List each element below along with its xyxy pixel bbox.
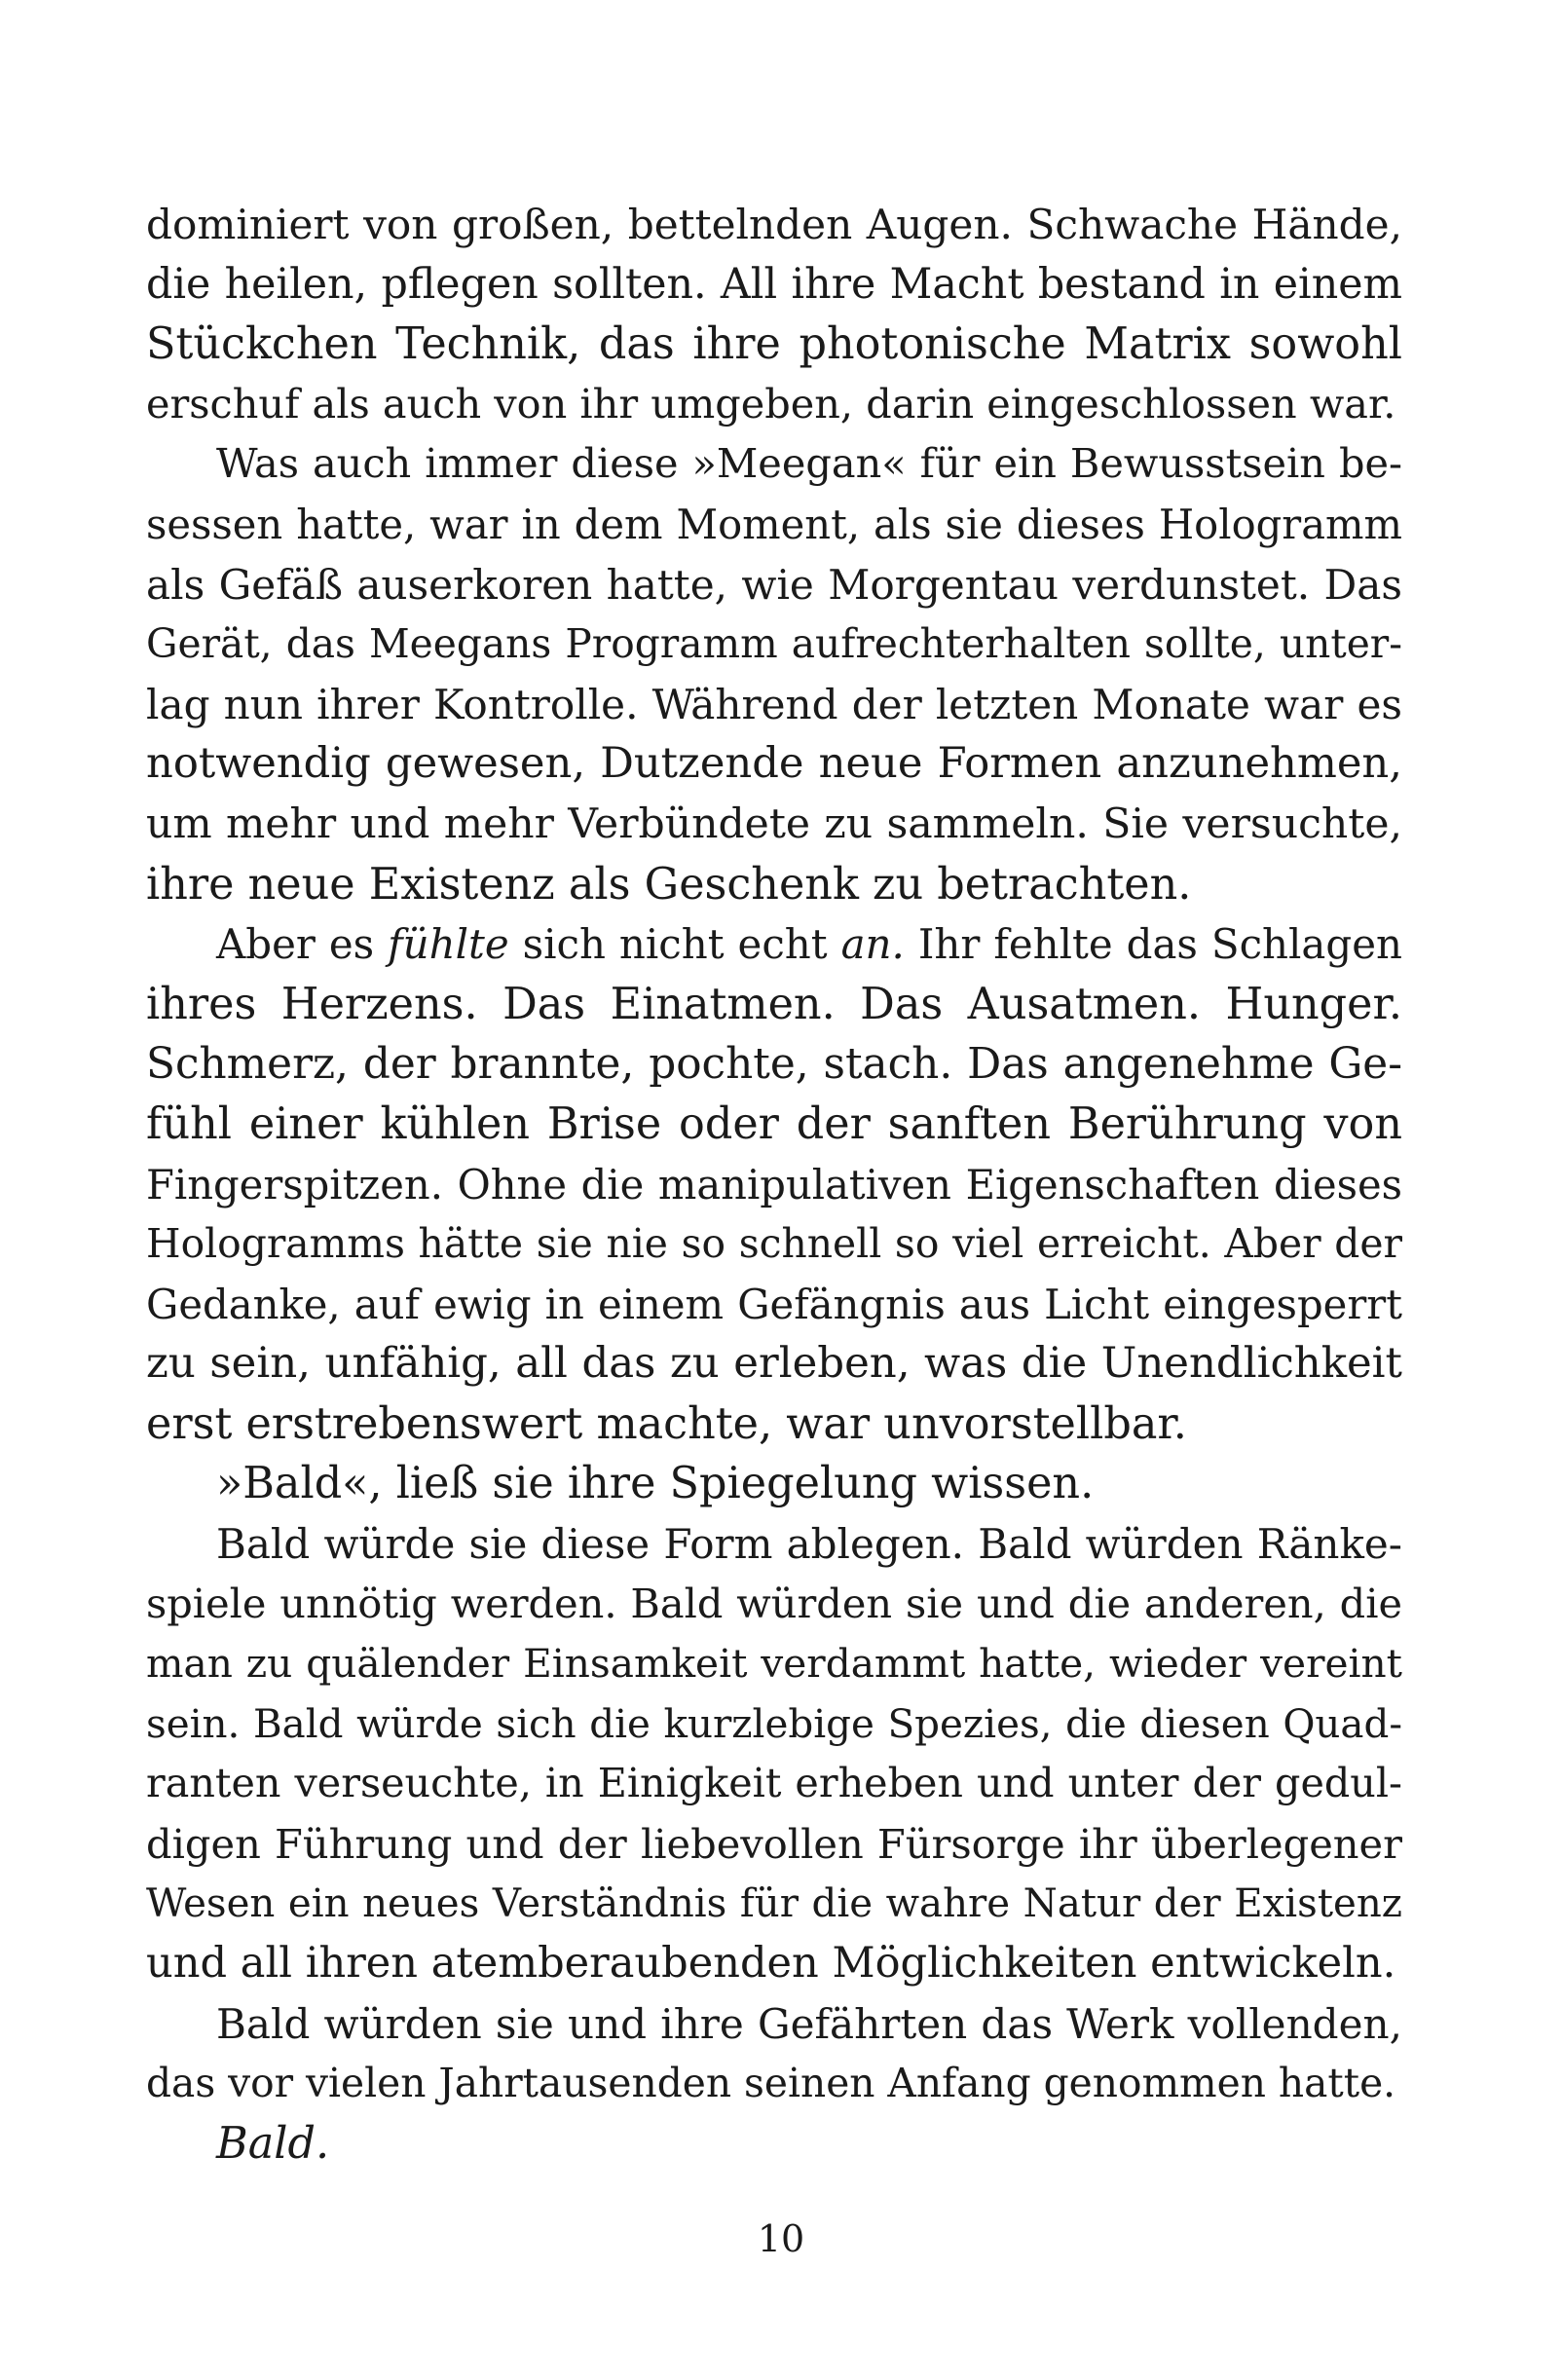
- text-line: [146, 1875, 1402, 1935]
- text-line: [146, 1034, 1402, 1095]
- text-line: [146, 795, 1402, 855]
- text-segment: zu sein, unfähig, all das zu erleben, was die Unendlichkeit: [146, 1339, 1402, 1389]
- text-segment: Fingerspitzen. Ohne die manipulativen Eigenschaften dieses: [146, 1160, 1402, 1209]
- text-segment: Gedanke, auf ewig in einem Gefängnis aus Licht eingesperrt: [146, 1280, 1402, 1328]
- text-segment: Bald würde sie diese Form ablegen. Bald würden Ränke-: [216, 1520, 1402, 1569]
- text-line: [146, 614, 1402, 675]
- text-segment: Stückchen Technik, das ihre photonische Matrix sowohl: [146, 319, 1402, 370]
- italic-text: an.: [840, 920, 905, 969]
- text-segment: sessen hatte, war in dem Moment, als sie dieses Hologramm: [146, 500, 1402, 548]
- text-line: [146, 195, 1402, 255]
- text-line: [146, 1814, 1402, 1875]
- text-line: [146, 375, 1402, 435]
- text-segment: die heilen, pflegen sollten. All ihre Macht bestand in einem: [146, 259, 1402, 309]
- body-text: [146, 195, 1402, 2175]
- text-segment: das vor vielen Jahrtausenden seinen Anfang genommen hatte.: [146, 2060, 1396, 2107]
- text-segment: Aber es: [216, 920, 389, 969]
- text-segment: notwendig gewesen, Dutzende neue Formen anzunehmen,: [146, 739, 1402, 789]
- text-line: [146, 1575, 1402, 1635]
- text-segment: als Gefäß auserkoren hatte, wie Morgentau verdunstet. Das: [146, 560, 1402, 609]
- text-segment: Bald würden sie und ihre Gefährten das Werk vollenden,: [216, 1999, 1402, 2048]
- text-line: [146, 1454, 1402, 1514]
- text-segment: sich nicht echt: [508, 920, 841, 969]
- text-segment: fühl einer kühlen Brise oder der sanften Berührung von: [146, 1098, 1402, 1149]
- text-line: [146, 315, 1402, 375]
- text-line: [146, 1275, 1402, 1335]
- text-segment: lag nun ihrer Kontrolle. Während der letzten Monate war es: [146, 680, 1402, 728]
- text-segment: digen Führung und der liebevollen Fürsorge ihr überlegener: [146, 1820, 1402, 1869]
- italic-text: Bald.: [216, 2119, 330, 2169]
- text-line: [146, 914, 1402, 975]
- text-segment: sein. Bald würde sich die kurzlebige Spezies, die diesen Quad-: [146, 1700, 1402, 1747]
- text-line: [146, 1634, 1402, 1694]
- text-line: [146, 1214, 1402, 1275]
- text-line: [146, 1155, 1402, 1215]
- text-line: [146, 675, 1402, 735]
- text-line: [146, 975, 1402, 1035]
- text-line: [146, 1754, 1402, 1814]
- text-segment: ranten verseuchte, in Einigkeit erheben und unter der gedul-: [146, 1760, 1402, 1807]
- text-segment: Hologramms hätte sie nie so schnell so viel erreicht. Aber der: [146, 1220, 1402, 1268]
- text-line: [146, 734, 1402, 795]
- italic-text: fühlte: [388, 920, 509, 969]
- text-segment: erst erstrebenswert machte, war unvorstellbar.: [146, 1398, 1187, 1449]
- text-segment: ihre neue Existenz als Geschenk zu betrachten.: [146, 859, 1192, 910]
- text-line: [146, 1095, 1402, 1155]
- text-line: [146, 855, 1402, 915]
- text-segment: Wesen ein neues Verständnis für die wahre Natur der Existenz: [146, 1880, 1402, 1926]
- text-line: [146, 434, 1402, 495]
- text-segment: um mehr und mehr Verbündete zu sammeln. Sie versuchte,: [146, 800, 1402, 848]
- text-segment: man zu quälender Einsamkeit verdammt hatte, wieder vereint: [146, 1640, 1402, 1688]
- text-line: [146, 255, 1402, 316]
- text-segment: dominiert von großen, bettelnden Augen. Schwache Hände,: [146, 201, 1402, 248]
- text-line: [146, 1395, 1402, 1455]
- text-segment: erschuf als auch von ihr umgeben, darin eingeschlossen war.: [146, 380, 1396, 428]
- text-segment: ihres Herzens. Das Einatmen. Das Ausatmen. Hunger.: [146, 979, 1402, 1029]
- text-line: [146, 2114, 1402, 2175]
- text-segment: Gerät, das Meegans Programm aufrechterhalten sollte, unter-: [146, 620, 1402, 668]
- text-segment: Was auch immer diese »Meegan« für ein Bewusstsein be-: [216, 440, 1402, 488]
- text-line: [146, 1514, 1402, 1575]
- text-line: [146, 1334, 1402, 1395]
- text-segment: Schmerz, der brannte, pochte, stach. Das angenehme Ge-: [146, 1039, 1402, 1090]
- text-line: [146, 1934, 1402, 1994]
- page-number: 10: [757, 2217, 805, 2260]
- text-line: [146, 495, 1402, 555]
- text-line: [146, 2054, 1402, 2114]
- text-segment: »Bald«, ließ sie ihre Spiegelung wissen.: [216, 1459, 1095, 1509]
- text-line: [146, 1994, 1402, 2055]
- text-line: [146, 555, 1402, 615]
- text-line: [146, 1694, 1402, 1755]
- text-segment: Ihr fehlte das Schlagen: [904, 920, 1402, 969]
- text-segment: und all ihren atemberaubenden Möglichkeiten entwickeln.: [146, 1939, 1396, 1989]
- text-segment: spiele unnötig werden. Bald würden sie und die anderen, die: [146, 1580, 1402, 1627]
